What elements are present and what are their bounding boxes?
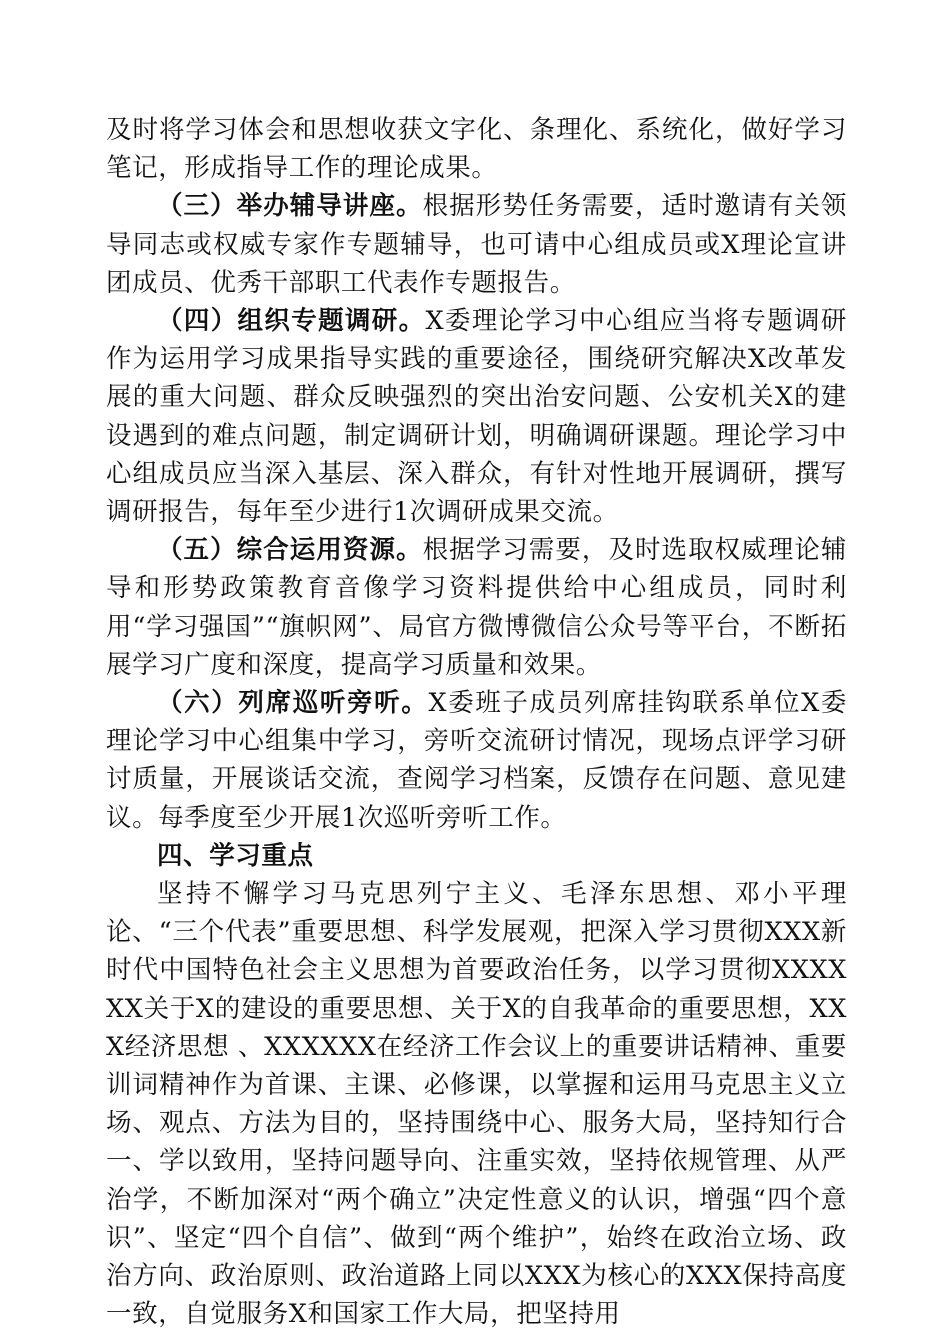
paragraph-heading: （三）举办辅导讲座。: [157, 191, 423, 222]
paragraph-audit: [106, 684, 847, 837]
section-heading-text: 四、学习重点: [157, 840, 314, 871]
paragraph-research: [106, 302, 847, 531]
paragraph-text: 根据学习需要，及时选取权威理论辅导和形势政策教育音像学习资料提供给中心组成员，同时利用“学习强国”“旗帜网”、局官方微博微信公众号等平台，不断拓展学习广度和深度，提高学习质量和效果。: [106, 535, 847, 680]
paragraph-text: 根据形势任务需要，适时邀请有关领导同志或权威专家作专题辅导，也可请中心组成员或X理论宣讲团成员、优秀干部职工代表作专题报告。: [106, 191, 847, 298]
paragraph-focus: [106, 875, 847, 1333]
section-heading: [106, 837, 847, 875]
paragraph-text: X委理论学习中心组应当将专题调研作为运用学习成果指导实践的重要途径，围绕研究解决X改革发展的重大问题、群众反映强烈的突出治安问题、公安机关X的建设遇到的难点问题，制定调研计划，明确调研课题。理论学习中心组成员应当深入基层、深入群众，有针对性地开展调研，撰写调研报告，每年至少进行1次调研成果交流。: [106, 306, 847, 528]
paragraph-text: 坚持不懈学习马克思列宁主义、毛泽东思想、邓小平理论、“三个代表”重要思想、科学发展观，把深入学习贯彻XXX新时代中国特色社会主义思想为首要政治任务，以学习贯彻XXXXXX关于X的建设的重要思想、关于X的自我革命的重要思想，XXX经济思想 、XXXXXX在经济工作会议上的重要讲话精神、重要训词精神作为首课、主课、必修课，以掌握和运用马克思主义立场、观点、方法为目的，坚持围绕中心、服务大局，坚持知行合一、学以致用，坚持问题导向、注重实效，坚持依规管理、从严治学，不断加深对“两个确立”决定性意义的认识，增强“四个意识”、坚定“四个自信”、做到“两个维护”，始终在政治立场、政治方向、政治原则、政治道路上同以XXX为核心的XXX保持高度一致，自觉服务X和国家工作大局，把坚持用: [106, 879, 847, 1330]
paragraph-heading: （五）综合运用资源。: [157, 535, 423, 566]
paragraph-text: 及时将学习体会和思想收获文字化、条理化、系统化，做好学习笔记，形成指导工作的理论成果。: [106, 115, 847, 184]
paragraph-lecture: [106, 187, 847, 302]
paragraph-heading: （四）组织专题调研。: [157, 306, 426, 337]
paragraph-continuation: [106, 111, 847, 187]
paragraph-resources: [106, 531, 847, 684]
paragraph-heading: （六）列席巡听旁听。: [157, 688, 429, 719]
paragraph-text: X委班子成员列席挂钩联系单位X委理论学习中心组集中学习，旁听交流研讨情况，现场点评学习研讨质量，开展谈话交流，查阅学习档案，反馈存在问题、意见建议。每季度至少开展1次巡听旁听工作。: [106, 688, 847, 833]
